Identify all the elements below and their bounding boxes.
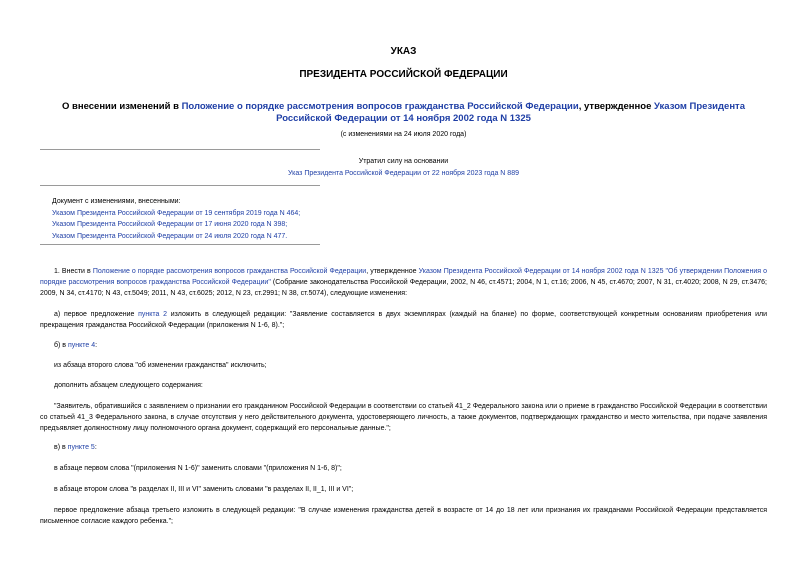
paragraph-1 <box>40 266 767 299</box>
changes-intro: Документ с изменениями, внесенными: <box>52 198 181 205</box>
p2-link-point2[interactable]: пункта 2 <box>138 311 168 318</box>
text: 1. Внести в <box>54 268 93 275</box>
text: , утвержденное <box>366 268 419 275</box>
paragraph-10: первое предложение абзаца третьего изложить в следующей редакции: "В случае изменения гражданства детей в возрасте от 14 до 18 лет или признания их гражданами Российской Федерации представляется письменное согласие каждого ребенка."; <box>40 507 767 525</box>
divider <box>40 185 320 186</box>
issuer-heading: ПРЕЗИДЕНТА РОССИЙСКОЙ ФЕДЕРАЦИИ <box>299 69 508 80</box>
change-link-2019[interactable]: Указом Президента Российской Федерации от 19 сентября 2019 года N 464; <box>52 209 301 217</box>
void-notice-link[interactable]: Указ Президента Российской Федерации от 22 ноября 2023 года N 889 <box>288 170 519 177</box>
text: : <box>94 444 97 451</box>
p1-link-decree[interactable]: Указом Президента Российской Федерации от 14 ноября 2002 года N 1325 "Об утверждении Положения о порядке рассмотрения вопросов гражданства Российской Федерации" <box>40 268 767 286</box>
text: а) первое предложение <box>54 311 139 318</box>
paragraph-5: дополнить абзацем следующего содержания: <box>54 382 203 389</box>
divider <box>40 149 320 150</box>
text: в) в <box>54 444 68 451</box>
paragraph-8: в абзаце первом слова "(приложения N 1-6)" заменить словами "(приложения N 1-6, 8)"; <box>54 465 342 472</box>
text: б) в <box>54 342 68 349</box>
paragraph-9: в абзаце втором слова "в разделах II, III и VI" заменить словами "в разделах II, II_1, III и VI"; <box>54 486 354 493</box>
paragraph-4: из абзаца второго слова "об изменении гражданства" исключить; <box>54 362 267 369</box>
text: : <box>95 342 98 349</box>
text: изложить в следующей редакции: "Заявление составляется в двух экземплярах (каждый на бланке) по форме, соответствующей конкретным основаниям приобретения или прекращения гражданства Российской Федерации (приложения N 1-6, 8)."; <box>40 311 767 329</box>
title-link-regulation[interactable]: Положение о порядке рассмотрения вопросов гражданства Российской Федерации <box>181 101 579 112</box>
paragraph-2 <box>40 309 767 331</box>
edition-note: (с изменениями на 24 июля 2020 года) <box>340 131 467 138</box>
document-title <box>40 101 767 125</box>
changes-block <box>52 196 300 242</box>
void-notice <box>240 156 567 180</box>
text: (Собрание законодательства Российской Федерации, 2002, N 46, ст.4571; 2004, N 1, ст.16; 2006, N 45, ст.4670; 2007, N 31, ст.4020; 2008, N 29, ст.3476; 2009, N 34, ст.4170; N 43, ст.5049; 2011, N 43, ст.6025; 2012, N 23, ст.2991; N 38, ст.5074), следующие изменения: <box>40 279 767 297</box>
paragraph-7 <box>40 442 767 453</box>
p1-link-regulation[interactable]: Положение о порядке рассмотрения вопросов гражданства Российской Федерации <box>92 268 367 275</box>
void-notice-text: Утратил силу на основании <box>358 158 449 165</box>
paragraph-6: "Заявитель, обратившийся с заявлением о признании его гражданином Российской Федерации в соответствии со статьей 41_2 Федерального закона или о приеме в гражданство Российской Федерации в соответствии со статьей 41_3 Федерального закона, в случае отсутствия у него действительного документа, удостоверяющего личность, а также документов, подтверждающих гражданство и место жительства, при подаче заявления предъявляет должностному лицу полномочного органа документ, содержащий его персональные данные."; <box>40 403 767 432</box>
p3-link-point4[interactable]: пункте 4 <box>67 342 96 349</box>
title-text: О внесении изменений в <box>61 101 182 112</box>
title-text: , утвержденное <box>578 101 654 112</box>
p7-link-point5[interactable]: пункте 5 <box>67 444 95 451</box>
change-link-2020-june[interactable]: Указом Президента Российской Федерации от 17 июня 2020 года N 398; <box>52 221 288 228</box>
title-link-decree[interactable]: Указом Президента Российской Федерации от 14 ноября 2002 года N 1325 <box>276 101 745 124</box>
doc-type-heading: УКАЗ <box>390 46 417 57</box>
change-link-2020-july[interactable]: Указом Президента Российской Федерации от 24 июля 2020 года N 477. <box>52 232 288 240</box>
paragraph-3 <box>40 340 767 351</box>
divider <box>40 244 320 245</box>
